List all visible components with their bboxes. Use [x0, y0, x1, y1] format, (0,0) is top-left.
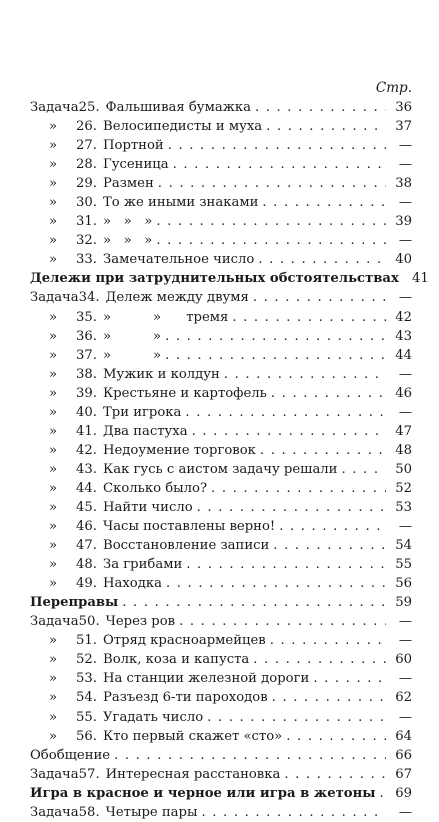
entry-page-number: —: [398, 671, 412, 687]
entry-number: 31.: [76, 214, 97, 230]
entry-prefix-ditto: »: [48, 252, 58, 268]
entry-title: Через ров: [105, 614, 176, 630]
entry-page-number: —: [398, 404, 412, 420]
entry-title: Мужик и колдун: [103, 366, 220, 382]
entry-page-number: 60: [395, 652, 412, 668]
entry-number: 51.: [76, 633, 97, 649]
entry-number: 55.: [76, 709, 97, 725]
toc-entry: [30, 555, 412, 574]
entry-prefix-ditto: »: [48, 195, 58, 211]
entry-title: Отряд красноармейцев: [103, 633, 266, 649]
entry-number: 38.: [76, 366, 97, 382]
toc-entry: [30, 746, 412, 765]
dot-leader: [284, 765, 386, 784]
dot-leader: [253, 650, 386, 669]
entry-page-number: 59: [395, 595, 412, 611]
entry-prefix-ditto: »: [48, 385, 58, 401]
dot-leader: [379, 784, 386, 803]
entry-prefix-task: Задача: [30, 614, 79, 630]
entry-number: 42.: [76, 442, 97, 458]
entry-page-number: 37: [395, 119, 412, 135]
entry-number: 26.: [76, 119, 97, 135]
entry-page-number: 53: [395, 499, 412, 515]
entry-page-number: 40: [395, 252, 412, 268]
entry-number: 36.: [76, 328, 97, 344]
entry-number: 32.: [76, 233, 97, 249]
entry-page-number: 36: [395, 100, 412, 115]
entry-title: Гусеница: [103, 157, 169, 173]
entry-page-number: 66: [395, 747, 412, 763]
entry-page-number: 64: [395, 728, 412, 744]
toc-entry: [30, 136, 412, 155]
entry-prefix-ditto: »: [48, 119, 58, 135]
entry-page-number: 55: [395, 557, 412, 573]
dot-leader: [272, 688, 386, 707]
dot-leader: [207, 708, 386, 727]
toc-entry: [30, 669, 412, 688]
toc-entry: [30, 688, 412, 707]
dot-leader: [114, 746, 386, 765]
entry-title: Интересная расстановка: [105, 766, 281, 782]
entry-page-number: 39: [395, 214, 412, 230]
toc-entry: [30, 384, 412, 403]
entry-number: 29.: [76, 176, 97, 192]
dot-leader: [279, 517, 386, 536]
dot-leader: [258, 250, 386, 269]
entry-title: » » »: [103, 233, 153, 249]
entry-title: Дележ между двумя: [105, 290, 249, 306]
toc-entry: [30, 650, 412, 669]
entry-prefix-task: Задача: [30, 766, 79, 782]
toc-entry: [30, 612, 412, 631]
entry-number: 58.: [78, 804, 100, 820]
toc-entry: [30, 803, 412, 822]
entry-number: 47.: [76, 538, 97, 554]
dot-leader: [179, 612, 386, 631]
toc-entry: [30, 269, 429, 288]
entry-title: Два пастуха: [103, 423, 188, 439]
entry-prefix-ditto: »: [48, 499, 58, 515]
entry-prefix-ditto: »: [48, 709, 58, 725]
entry-number: 37.: [76, 347, 97, 363]
entry-title: Портной: [103, 138, 164, 154]
section-title: Дележи при затруднительных обстоятельствах: [30, 271, 399, 287]
entry-page-number: 38: [395, 176, 412, 192]
entry-number: 49.: [76, 576, 97, 592]
entry-number: 30.: [76, 195, 97, 211]
toc-entry: [30, 708, 412, 727]
entry-number: 28.: [76, 157, 97, 173]
entry-page-number: —: [398, 519, 412, 535]
entry-number: 45.: [76, 499, 97, 515]
entry-number: 52.: [76, 652, 97, 668]
toc-entry: [30, 231, 412, 250]
toc-entry: [30, 174, 412, 193]
entry-prefix-ditto: »: [48, 671, 58, 687]
dot-leader: [168, 136, 386, 155]
entry-page-number: 56: [395, 576, 412, 592]
toc-entry: [30, 631, 412, 650]
entry-title: Восстановление записи: [103, 538, 270, 554]
entry-number: 35.: [76, 309, 97, 325]
entry-title: Крестьяне и картофель: [103, 385, 267, 401]
dot-leader: [341, 460, 386, 479]
dot-leader: [156, 212, 386, 231]
entry-title: То же иными знаками: [103, 195, 259, 211]
entry-page-number: 52: [395, 480, 412, 496]
entry-prefix-ditto: »: [48, 461, 58, 477]
toc-entry: [30, 460, 412, 479]
entry-prefix-ditto: »: [48, 442, 58, 458]
entry-page-number: —: [398, 804, 412, 820]
entry-prefix-ditto: »: [48, 176, 58, 192]
entry-page-number: 67: [395, 766, 412, 782]
entry-page-number: —: [398, 614, 412, 630]
toc-entry: [30, 536, 412, 555]
entry-title: Разъезд 6-ти пароходов: [103, 690, 268, 706]
entry-page-number: 43: [395, 328, 412, 344]
toc-entry: [30, 250, 412, 269]
toc-entry: [30, 422, 412, 441]
entry-title: Найти число: [103, 499, 193, 515]
entry-number: 50.: [78, 614, 100, 630]
section-title: Переправы: [30, 595, 119, 611]
entry-prefix-ditto: »: [48, 557, 58, 573]
toc-entry: [30, 155, 412, 174]
entry-prefix-ditto: »: [48, 519, 58, 535]
entry-title: Угадать число: [103, 709, 204, 725]
entry-prefix-ditto: »: [48, 576, 58, 592]
entry-number: 46.: [76, 519, 97, 535]
entry-page-number: —: [398, 233, 412, 249]
entry-number: 33.: [76, 252, 97, 268]
entry-prefix-ditto: »: [48, 366, 58, 382]
dot-leader: [156, 231, 386, 250]
entry-title: Сколько было?: [103, 480, 208, 496]
dot-leader: [197, 498, 386, 517]
entry-number: 27.: [76, 138, 97, 154]
entry-page-number: 62: [395, 690, 412, 706]
dot-leader: [192, 422, 386, 441]
entry-page-number: 46: [395, 385, 412, 401]
toc-entry: [30, 593, 412, 612]
dot-leader: [253, 288, 386, 307]
entry-number: 48.: [76, 557, 97, 573]
dot-leader: [158, 174, 386, 193]
dot-leader: [262, 193, 386, 212]
toc-entry: [30, 365, 412, 384]
dot-leader: [173, 155, 386, 174]
entry-page-number: 48: [395, 442, 412, 458]
toc-entry: [30, 308, 412, 327]
entry-number: 39.: [76, 385, 97, 401]
dot-leader: [313, 669, 386, 688]
entry-title: Находка: [103, 576, 162, 592]
toc-entry: [30, 517, 412, 536]
dot-leader: [224, 365, 386, 384]
entry-title: Размен: [103, 176, 154, 192]
entry-number: 57.: [78, 766, 100, 782]
entry-page-number: 42: [395, 309, 412, 325]
entry-title: Три игрока: [103, 404, 182, 420]
entry-page-number: 50: [395, 461, 412, 477]
dot-leader: [122, 593, 386, 612]
entry-number: 34.: [78, 290, 100, 306]
toc-entry: [30, 327, 412, 346]
entry-prefix-task: Задача: [30, 804, 79, 820]
entry-prefix-ditto: »: [48, 309, 58, 325]
entry-title: Фальшивая бумажка: [105, 100, 251, 115]
toc-entry: [30, 479, 412, 498]
toc-entry: [30, 727, 412, 746]
entry-page-number: —: [398, 290, 412, 306]
toc-entry: [30, 765, 412, 784]
toc-entry: [30, 346, 412, 365]
entry-prefix-ditto: »: [48, 347, 58, 363]
dot-leader: [166, 574, 386, 593]
entry-prefix-task: Задача: [30, 290, 79, 306]
dot-leader: [260, 441, 386, 460]
toc-entry: [30, 784, 412, 803]
toc-entry: [30, 498, 412, 517]
entry-prefix-ditto: »: [48, 538, 58, 554]
entry-number: 25.: [78, 100, 100, 115]
entry-title: » » тремя: [103, 309, 229, 325]
dot-leader: [165, 346, 386, 365]
entry-title: Недоумение торговок: [103, 442, 256, 458]
toc-entry: [30, 212, 412, 231]
entry-page-number: —: [398, 195, 412, 211]
toc-list: [30, 98, 429, 822]
entry-number: 56.: [76, 728, 97, 744]
dot-leader: [271, 384, 386, 403]
entry-prefix-task: Задача: [30, 100, 79, 115]
dot-leader: [185, 403, 386, 422]
dot-leader: [201, 803, 386, 822]
entry-prefix-ditto: »: [48, 728, 58, 744]
dot-leader: [255, 98, 386, 117]
entry-number: 53.: [76, 671, 97, 687]
entry-prefix-ditto: »: [48, 328, 58, 344]
entry-number: 54.: [76, 690, 97, 706]
entry-title: Кто первый скажет «сто»: [103, 728, 283, 744]
entry-title: За грибами: [103, 557, 183, 573]
toc-entry: [30, 193, 412, 212]
entry-prefix-ditto: »: [48, 138, 58, 154]
entry-prefix-ditto: »: [48, 633, 58, 649]
entry-title: Обобщение: [30, 747, 111, 763]
entry-title: » »: [103, 328, 162, 344]
dot-leader: [211, 479, 386, 498]
entry-title: » » »: [103, 214, 153, 230]
entry-page-number: 54: [395, 538, 412, 554]
dot-leader: [266, 117, 386, 136]
dot-leader: [273, 536, 386, 555]
entry-prefix-ditto: »: [48, 652, 58, 668]
entry-title: Как гусь с аистом задачу решали: [103, 461, 338, 477]
entry-number: 44.: [76, 480, 97, 496]
toc-entry: [30, 98, 412, 117]
dot-leader: [186, 555, 386, 574]
dot-leader: [232, 308, 386, 327]
toc-entry: [30, 403, 412, 422]
entry-title: » »: [103, 347, 162, 363]
dot-leader: [270, 631, 386, 650]
entry-number: 43.: [76, 461, 97, 477]
entry-prefix-ditto: »: [48, 157, 58, 173]
entry-title: Велосипедисты и муха: [103, 119, 263, 135]
entry-page-number: —: [398, 709, 412, 725]
entry-page-number: 47: [395, 423, 412, 439]
entry-prefix-ditto: »: [48, 233, 58, 249]
entry-title: На станции железной дороги: [103, 671, 310, 687]
entry-prefix-ditto: »: [48, 404, 58, 420]
entry-title: Часы поставлены верно!: [103, 519, 276, 535]
entry-page-number: —: [398, 633, 412, 649]
entry-page-number: —: [398, 366, 412, 382]
section-title: Игра в красное и черное или игра в жетоны: [30, 785, 376, 801]
entry-number: 40.: [76, 404, 97, 420]
entry-number: 41.: [76, 423, 97, 439]
dot-leader: [165, 327, 386, 346]
entry-page-number: 41: [412, 271, 429, 287]
toc-entry: [30, 441, 412, 460]
entry-prefix-ditto: »: [48, 214, 58, 230]
entry-prefix-ditto: »: [48, 423, 58, 439]
entry-prefix-ditto: »: [48, 690, 58, 706]
entry-title: Замечательное число: [103, 252, 255, 268]
entry-page-number: 69: [395, 785, 412, 801]
page-column-header: Стр.: [375, 80, 412, 96]
dot-leader: [286, 727, 386, 746]
toc-entry: [30, 574, 412, 593]
toc-entry: [30, 117, 412, 136]
entry-page-number: —: [398, 138, 412, 154]
toc-entry: [30, 288, 412, 307]
entry-page-number: 44: [395, 347, 412, 363]
entry-title: Четыре пары: [105, 804, 198, 820]
entry-page-number: —: [398, 157, 412, 173]
entry-title: Волк, коза и капуста: [103, 652, 250, 668]
entry-prefix-ditto: »: [48, 480, 58, 496]
